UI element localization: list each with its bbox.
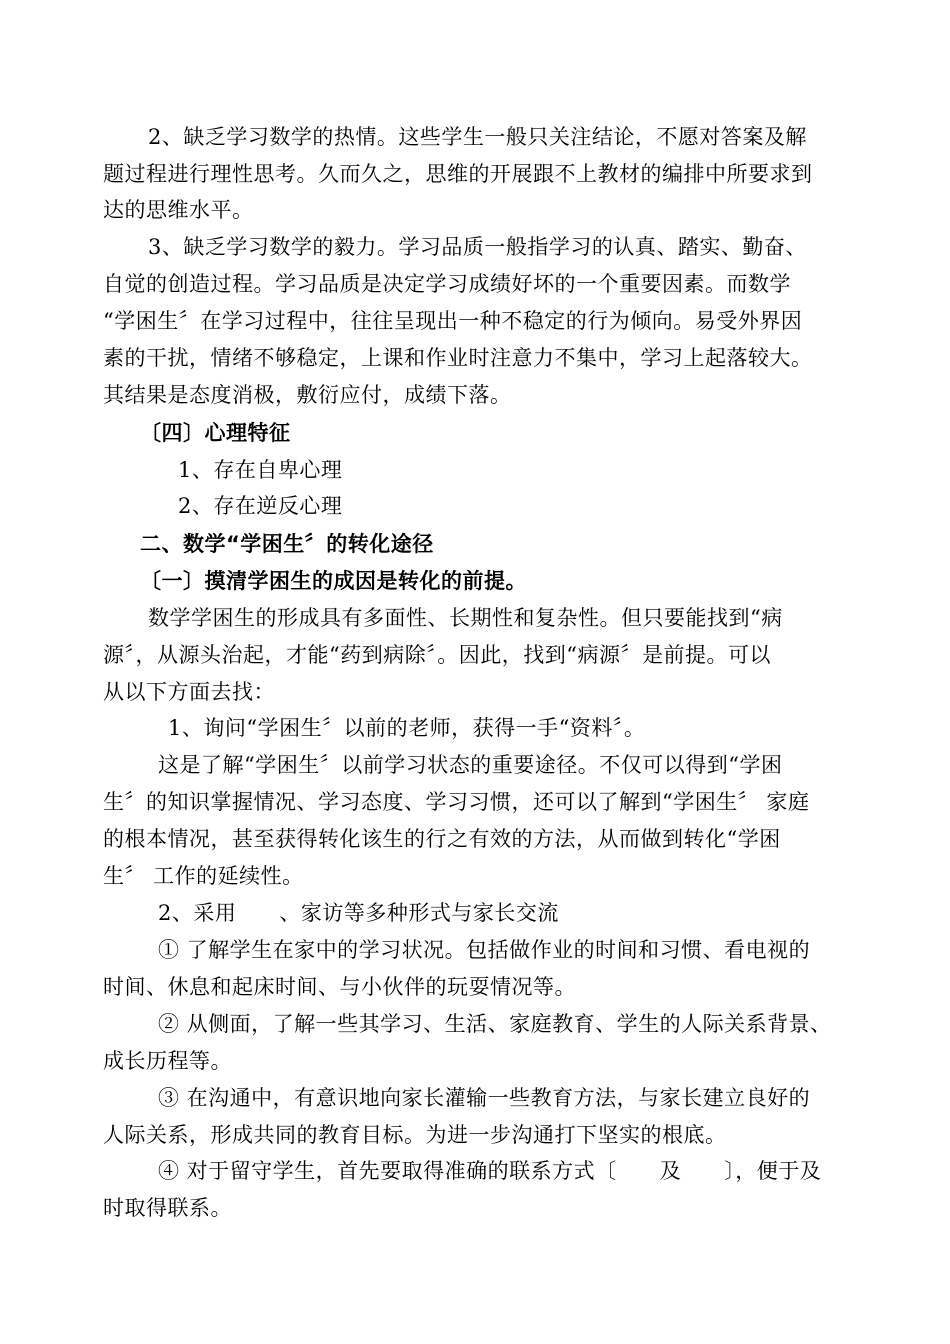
text-line: ④ 对于留守学生，首先要取得准确的联系方式〔 及 〕，便于及 <box>158 1159 822 1183</box>
section-heading: 〔一〕摸清学困生的成因是转化的前提。 <box>140 569 527 593</box>
text-line: 这是了解“学困生〞以前学习状态的重要途径。不仅可以得到“学困 <box>158 753 783 777</box>
list-item: 1、存在自卑心理 <box>178 458 343 482</box>
text-line: 2、缺乏学习数学的热情。这些学生一般只关注结论，不愿对答案及解 <box>148 125 807 149</box>
text-line: “学困生〞在学习过程中，往往呈现出一种不稳定的行为倾向。易受外界因 <box>103 309 803 333</box>
list-item: 2、存在逆反心理 <box>178 494 343 518</box>
text-line: ③ 在沟通中，有意识地向家长灌输一些教育方法，与家长建立良好的 <box>158 1086 811 1110</box>
text-line: 成长历程等。 <box>103 1049 232 1073</box>
text-line: 数学学困生的形成具有多面性、长期性和复杂性。但只要能找到“病 <box>148 606 783 630</box>
text-line: 从以下方面去找： <box>103 680 275 704</box>
text-line: 素的干扰，情绪不够稳定，上课和作业时注意力不集中，学习上起落较大。 <box>103 346 813 370</box>
text-line: 时取得联系。 <box>103 1196 232 1220</box>
text-line: 的根本情况，甚至获得转化该生的行之有效的方法，从而做到转化“学困 <box>103 827 781 851</box>
text-line: ① 了解学生在家中的学习状况。包括做作业的时间和习惯、看电视的 <box>158 938 811 962</box>
text-line: 自觉的创造过程。学习品质是决定学习成绩好坏的一个重要因素。而数学 <box>103 272 791 296</box>
text-line: 生〞 工作的延续性。 <box>103 864 304 888</box>
text-line: ② 从侧面，了解一些其学习、生活、家庭教育、学生的人际关系背景、 <box>158 1012 832 1036</box>
chapter-heading: 二、数学“学困生〞的转化途径 <box>140 532 434 556</box>
text-line: 3、缺乏学习数学的毅力。学习品质一般指学习的认真、踏实、勤奋、 <box>148 235 807 259</box>
section-heading: 〔四〕心理特征 <box>140 421 291 445</box>
list-item: 2、采用 、家访等多种形式与家长交流 <box>158 901 559 925</box>
text-line: 达的思维水平。 <box>103 198 254 222</box>
text-line: 源〞，从源头治起，才能“药到病除〞。因此，找到“病源〞是前提。可以 <box>103 643 771 667</box>
text-line: 时间、休息和起床时间、与小伙伴的玩耍情况等。 <box>103 975 576 999</box>
list-item: 1、询问“学困生〞以前的老师，获得一手“资料〞。 <box>168 716 646 740</box>
text-line: 题过程进行理性思考。久而久之，思维的开展跟不上教材的编排中所要求到 <box>103 162 813 186</box>
text-line: 人际关系，形成共同的教育目标。为进一步沟通打下坚实的根底。 <box>103 1123 727 1147</box>
text-line: 生〞的知识掌握情况、学习态度、学习习惯，还可以了解到“学困生〞 家庭 <box>103 790 810 814</box>
text-line: 其结果是态度消极，敷衍应付，成绩下落。 <box>103 383 512 407</box>
